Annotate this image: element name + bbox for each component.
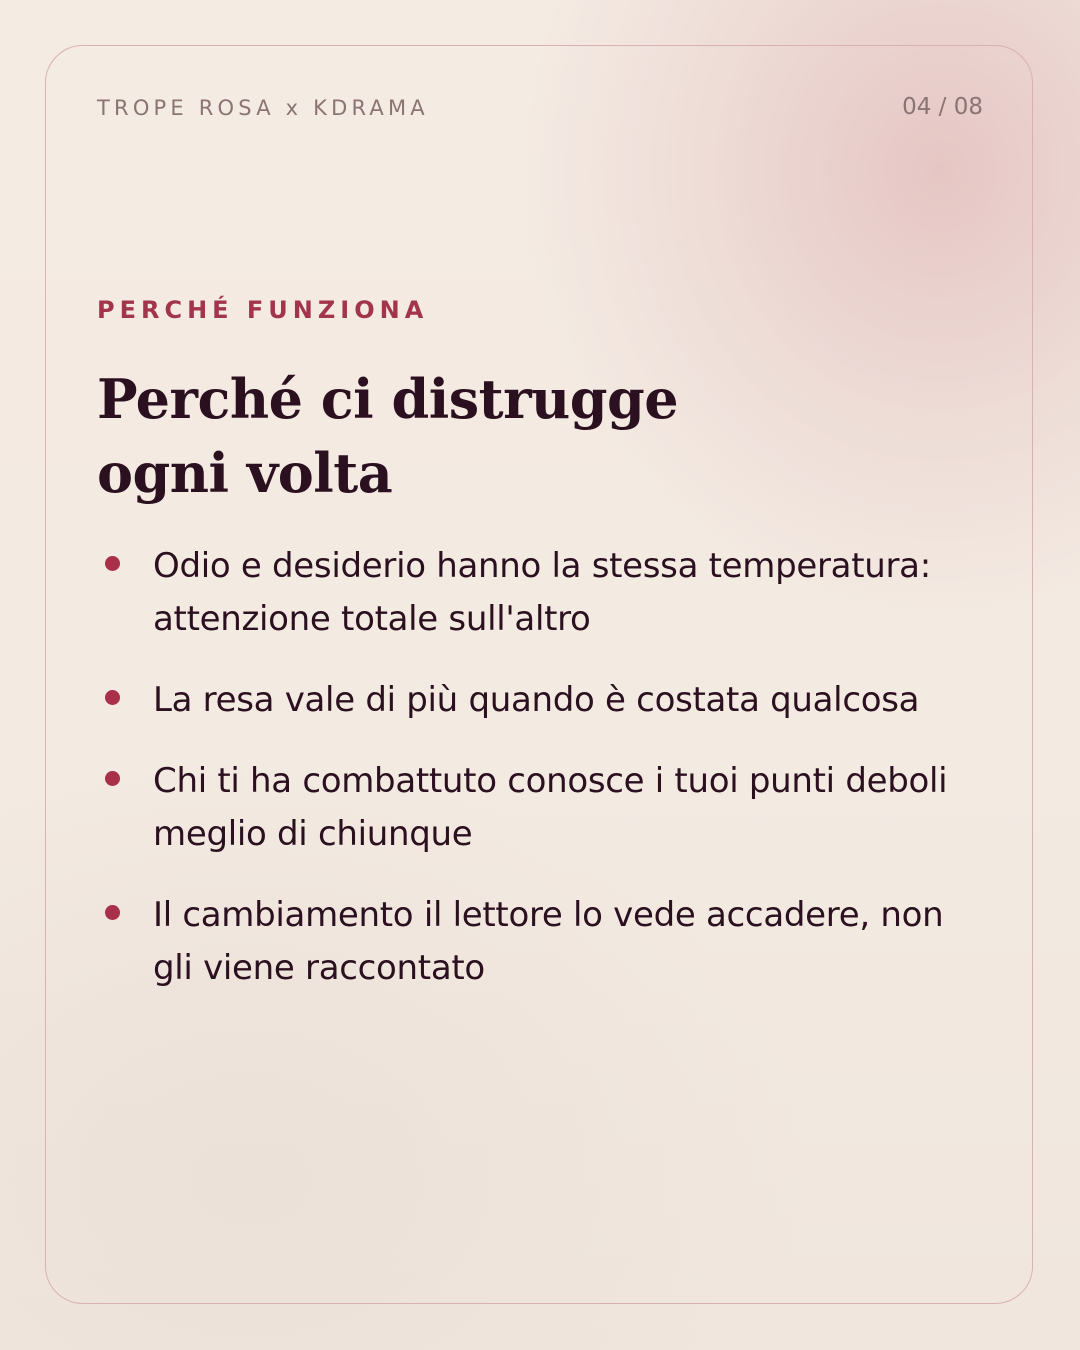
list-item xyxy=(97,889,957,995)
bullet-dot-icon xyxy=(105,690,120,705)
list-item xyxy=(97,755,957,861)
list-item-text: Il cambiamento il lettore lo vede accadere, non gli viene raccontato xyxy=(153,895,944,988)
list-item-text: La resa vale di più quando è costata qualcosa xyxy=(153,680,920,720)
bullet-dot-icon xyxy=(105,556,120,571)
list-item xyxy=(97,674,957,727)
page-counter: 04 / 08 xyxy=(902,94,983,120)
bullet-dot-icon xyxy=(105,771,120,786)
section-kicker: PERCHÉ FUNZIONA xyxy=(97,296,429,324)
bullet-list xyxy=(97,540,957,1023)
bullet-dot-icon xyxy=(105,905,120,920)
series-label: TROPE ROSA x KDRAMA xyxy=(97,96,429,120)
list-item xyxy=(97,540,957,646)
list-item-text: Chi ti ha combattuto conosce i tuoi punti deboli meglio di chiunque xyxy=(153,761,948,854)
list-item-text: Odio e desiderio hanno la stessa temperatura: attenzione totale sull'altro xyxy=(153,546,931,639)
page-title: Perché ci distrugge ogni volta xyxy=(97,367,679,505)
